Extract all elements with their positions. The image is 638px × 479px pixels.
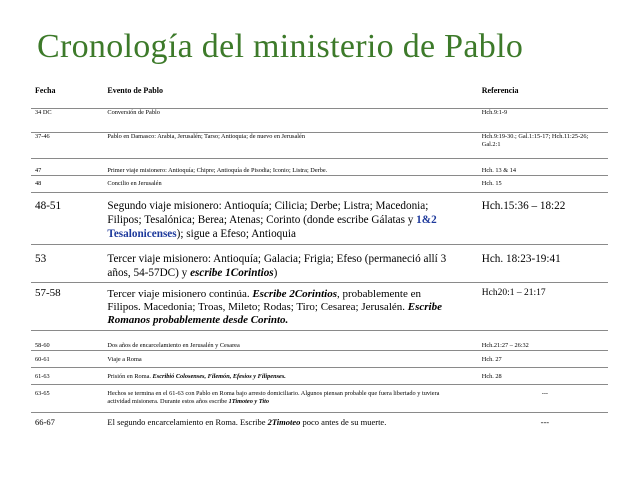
- row-referencia: Hch.21:27 – 26:32: [481, 342, 529, 349]
- row-fecha: 53: [35, 253, 47, 265]
- row-fecha: 48-51: [35, 200, 62, 212]
- row-referencia: ---: [541, 390, 549, 397]
- row-evento: El segundo encarcelamiento en Roma. Escribe 2Timoteo poco antes de su muerte.: [107, 417, 387, 427]
- table-row: [31, 109, 608, 133]
- row-fecha: 34 DC: [35, 109, 52, 116]
- table-row: [31, 385, 608, 413]
- row-fecha: 57-58: [35, 287, 61, 299]
- table-row: [31, 351, 608, 368]
- row-fecha: 61-63: [35, 373, 50, 380]
- row-evento: Hechos se termina en el 61-63 con Pablo en Roma bajo arresto domiciliario. Algunos piensan probable que fuera libertado y tuviera actividad misionera. Durante estos años escribe 1Timoteo y Tito: [107, 390, 440, 405]
- row-fecha: 58-60: [35, 342, 50, 349]
- row-fecha: 66-67: [35, 417, 55, 427]
- row-fecha: 60-61: [35, 356, 50, 363]
- row-referencia: Hch. 18:23-19:41: [481, 253, 561, 265]
- row-evento: Tercer viaje misionero continúa. Escribe 2Corintios, probablemente en Filipos. Macedonia; Troas, Mileto; Rodas; Tiro; Cesarea; Jerusalén. Escribe Romanos probablemente desde Corinto.: [107, 288, 442, 326]
- row-referencia: Hch.15:36 – 18:22: [481, 200, 566, 212]
- row-evento: Concilio en Jerusalén: [107, 180, 162, 187]
- row-evento: Viaje a Roma: [107, 356, 142, 363]
- table-row: [31, 283, 608, 331]
- row-fecha: 47: [35, 167, 42, 174]
- table-row: [31, 193, 608, 245]
- row-evento: Conversión de Pablo: [107, 109, 160, 116]
- header-referencia: Referencia: [481, 86, 519, 95]
- table-row: [31, 159, 608, 176]
- row-fecha: 63-65: [35, 390, 50, 397]
- table-row: [31, 133, 608, 159]
- row-fecha: 37-46: [35, 133, 50, 140]
- row-referencia: Hch.9:1-9: [481, 109, 508, 116]
- row-evento: Tercer viaje misionero: Antioquía; Galacia; Frigia; Efeso (permaneció allí 3 años, 54-57DC) y escribe 1Corintios): [107, 253, 447, 279]
- row-evento: Pablo en Damasco: Arabia, Jerusalén; Tarso; Antioquia; de nuevo en Jerusalén: [107, 133, 305, 140]
- row-referencia: Hch.9:19-30.; Gal.1:15-17; Hch.11:25-26; Gal.2:1: [481, 133, 589, 148]
- chronology-table: [31, 78, 608, 433]
- row-evento: Prisión en Roma. Escribió Colosenses, Filemón, Efesios y Filipenses.: [107, 373, 286, 380]
- row-referencia: Hch. 15: [481, 180, 502, 187]
- row-referencia: Hch. 27: [481, 356, 502, 363]
- row-referencia: Hch. 13 & 14: [481, 167, 517, 174]
- table-row: [31, 176, 608, 193]
- row-referencia: Hch. 28: [481, 373, 502, 380]
- page-title: Cronología del ministerio de Pablo: [37, 28, 524, 65]
- row-referencia: Hch20:1 – 21:17: [481, 288, 546, 298]
- table-row: [31, 245, 608, 283]
- table-row: [31, 331, 608, 351]
- table-header-row: [31, 78, 608, 109]
- table-row: [31, 368, 608, 385]
- row-evento: Dos años de encarcelamiento en Jerusalén y Cesarea: [107, 342, 240, 349]
- header-fecha: Fecha: [35, 86, 56, 95]
- header-evento: Evento de Pablo: [107, 86, 163, 95]
- row-fecha: 48: [35, 180, 42, 187]
- row-referencia: ---: [540, 417, 550, 427]
- row-evento: Segundo viaje misionero: Antioquía; Cilicia; Derbe; Listra; Macedonia; Filipos; Tesalónica; Berea; Atenas; Corinto (donde escribe Gálatas y 1&2 Tesalonicenses); sigue a Efeso; Antioquia: [107, 200, 437, 240]
- table-row: [31, 413, 608, 433]
- row-evento: Primer viaje misionero: Antioquía; Chipre; Antioquía de Pisodia; Iconio; Listra; Derbe.: [107, 167, 328, 174]
